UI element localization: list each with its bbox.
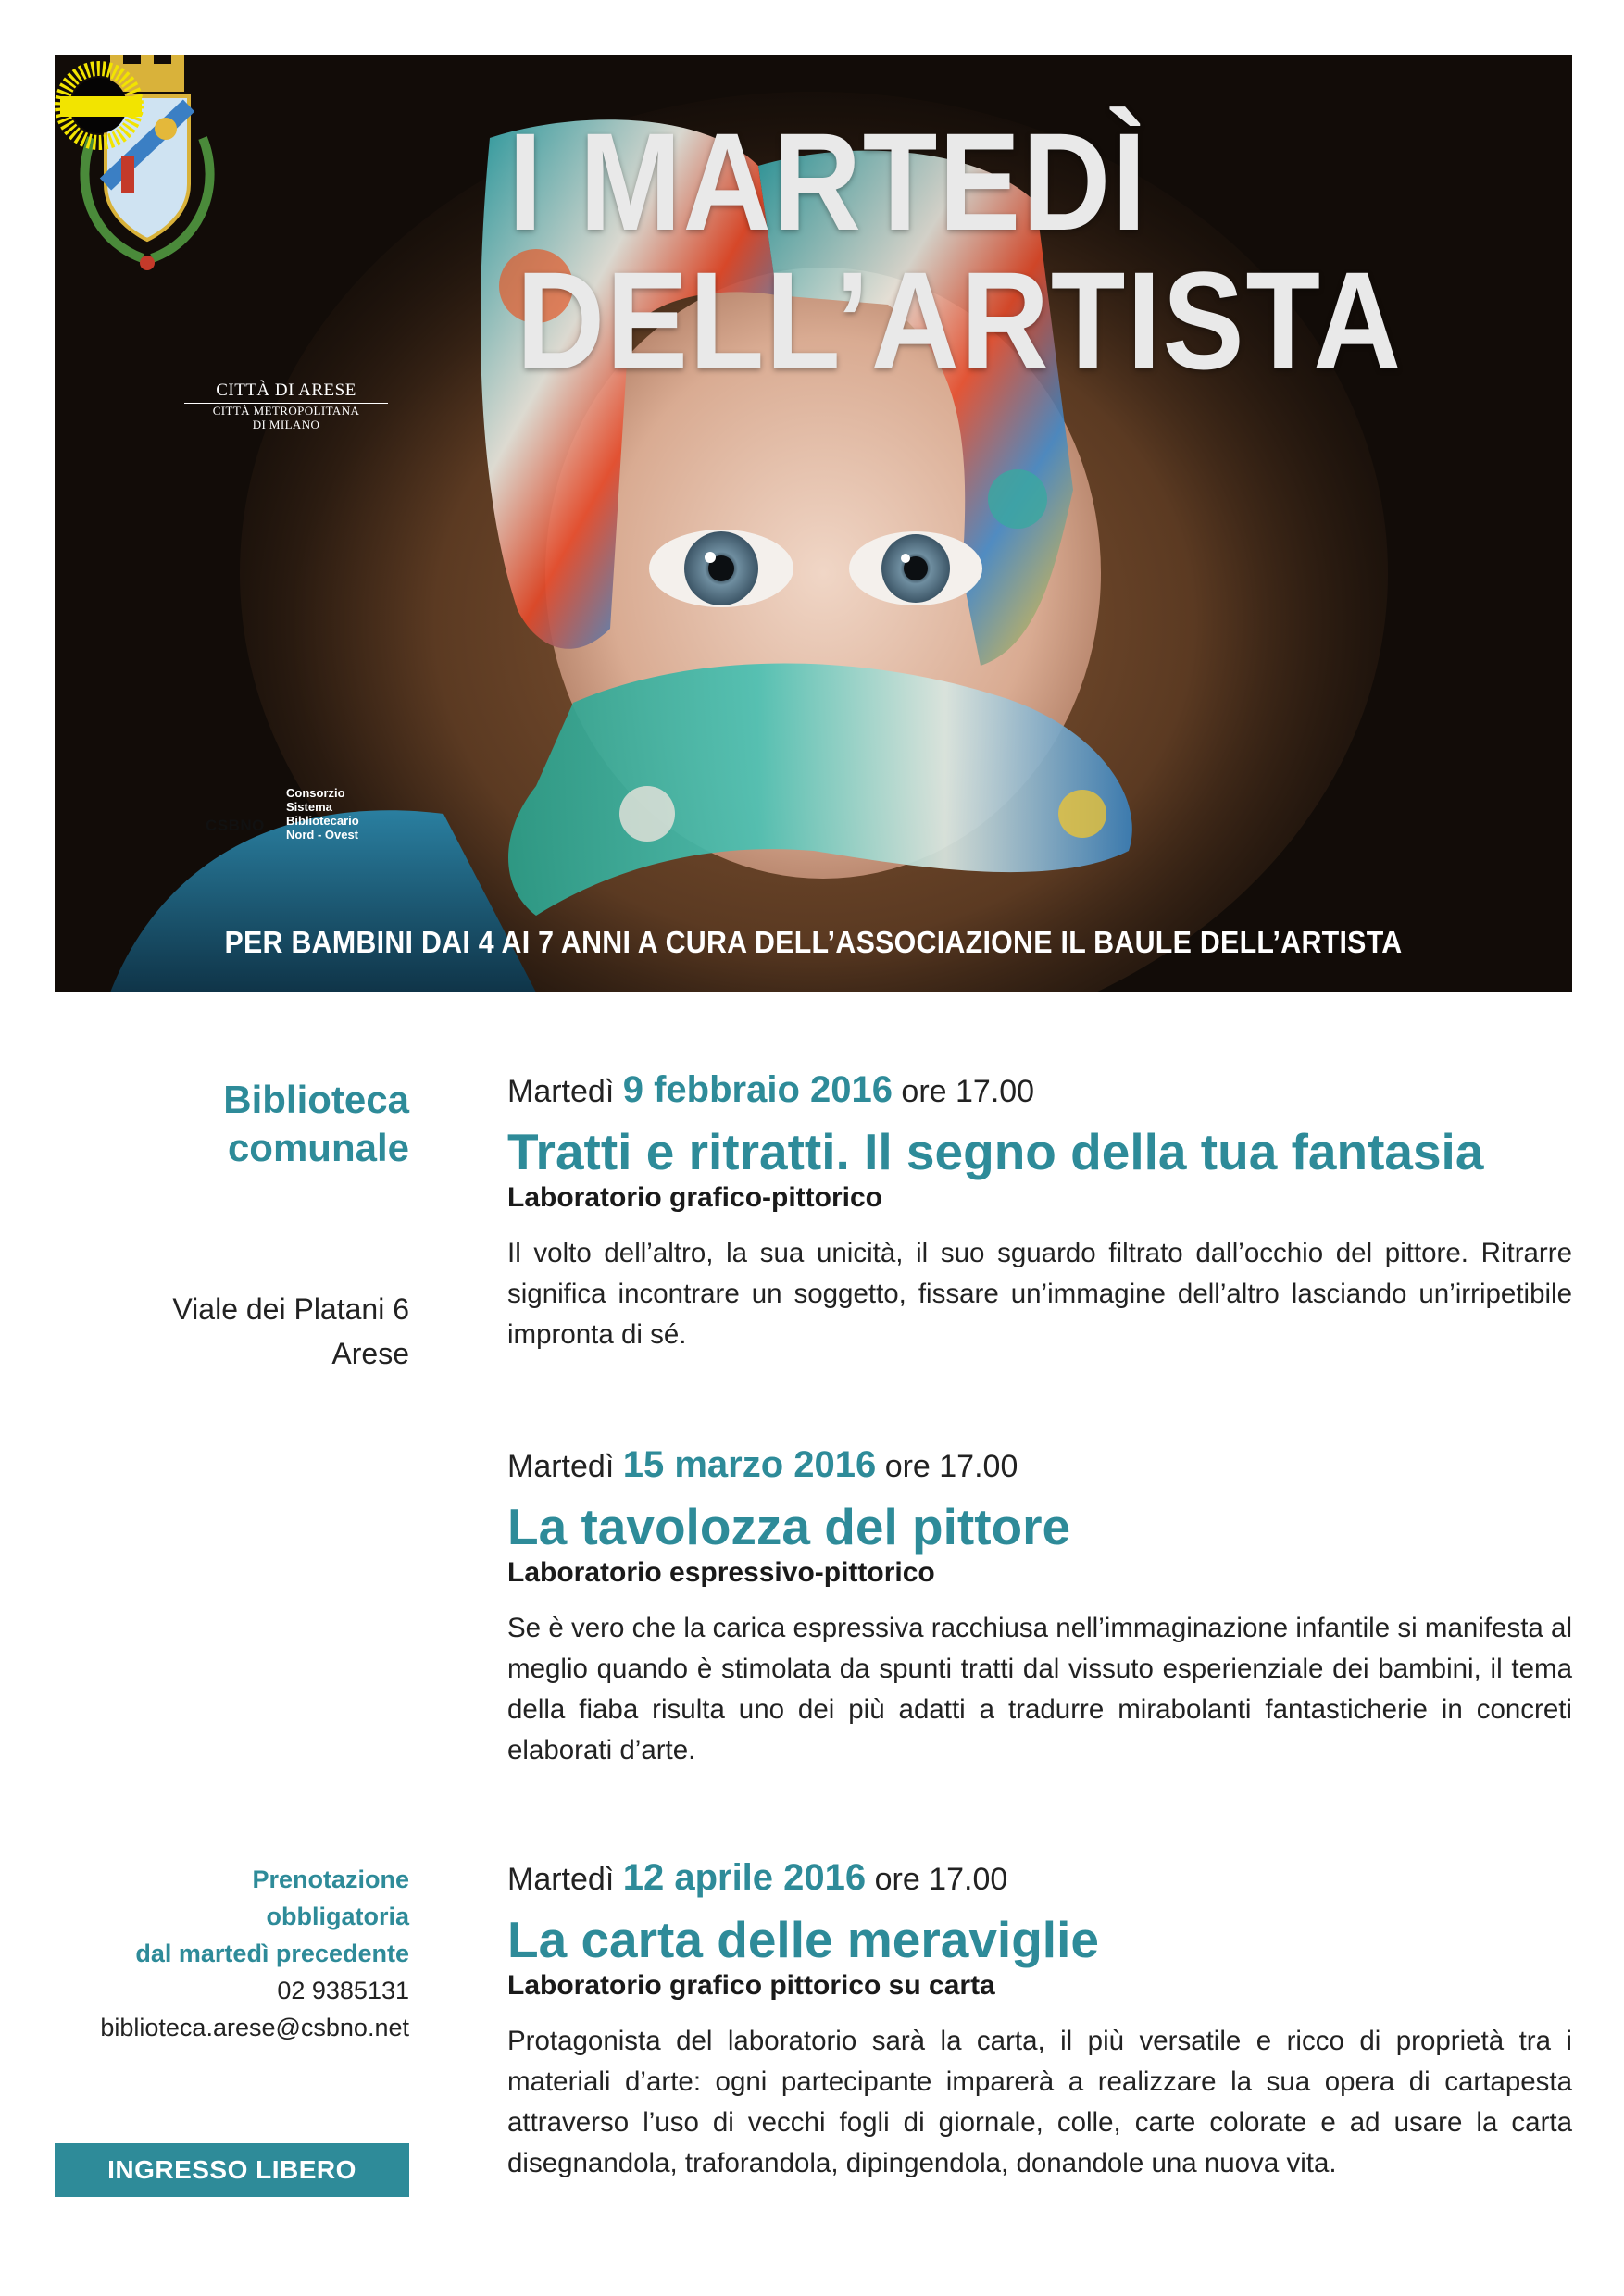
venue-address	[56, 1287, 409, 1376]
address-street: Viale dei Platani 6	[172, 1292, 409, 1326]
event-date	[507, 1857, 1572, 1899]
event-date-value: 12 aprile 2016	[622, 1857, 867, 1898]
poster-title-line1: I MARTEDÌ	[508, 104, 1148, 259]
csbno-line2: Sistema	[286, 800, 332, 814]
csbno-line3: Bibliotecario	[286, 814, 359, 828]
hero-banner	[55, 55, 1572, 992]
audience-tagline: PER BAMBINI DAI 4 AI 7 ANNI A CURA DELL’ASSOCIAZIONE IL BAULE DELL’ARTISTA	[224, 925, 1403, 959]
metro-city-line1: CITTÀ METROPOLITANA	[212, 404, 360, 418]
event-date-value: 15 marzo 2016	[622, 1444, 877, 1485]
csbno-logo-icon	[55, 55, 249, 156]
event-item	[507, 1069, 1572, 1355]
booking-info	[56, 1861, 409, 2046]
event-subtitle: Laboratorio grafico-pittorico	[507, 1182, 882, 1213]
event-date	[507, 1069, 1572, 1111]
address-city: Arese	[331, 1337, 409, 1370]
event-date	[507, 1444, 1572, 1486]
csbno-acronym: CSBNO	[206, 817, 265, 834]
venue-name-line2: comunale	[227, 1126, 409, 1169]
event-description: Protagonista del laboratorio sarà la carta, il più versatile e ricco di proprietà tra i materiali d’arte: ogni partecipante imparerà a realizzare la sua opera di cartapesta attraverso l’uso di vecchi fogli di giornale, colle, carte colorate e ad usare la carta disegnandola, traforandola, dipingendola, donandole una nuova vita.	[507, 2026, 1572, 2178]
event-subtitle: Laboratorio grafico pittorico su carta	[507, 1970, 995, 2001]
event-item	[507, 1444, 1572, 1771]
event-weekday: Martedì	[507, 1074, 615, 1109]
event-subtitle: Laboratorio espressivo-pittorico	[507, 1557, 935, 1588]
event-title: La tavolozza del pittore	[507, 1498, 1071, 1555]
booking-line1: Prenotazione	[252, 1866, 409, 1893]
event-description: Il volto dell’altro, la sua unicità, il suo sguardo filtrato dall’occhio del pittore. Ritrarre significa incontrare un soggetto, fissare un’immagine dell’altro lasciando un’irripetibile impronta di sé.	[507, 1238, 1572, 1350]
booking-phone: 02 9385131	[277, 1977, 409, 2004]
event-time: ore 17.00	[901, 1074, 1035, 1109]
venue-name	[56, 1076, 409, 1172]
booking-email: biblioteca.arese@csbno.net	[100, 2014, 409, 2041]
poster-title-line2: DELL’ARTISTA	[516, 243, 1404, 398]
event-weekday: Martedì	[507, 1449, 615, 1484]
free-entry-badge: INGRESSO LIBERO	[55, 2143, 409, 2197]
booking-line2: obbligatoria	[266, 1903, 409, 1930]
event-date-value: 9 febbraio 2016	[622, 1069, 893, 1110]
csbno-name	[286, 786, 359, 842]
event-weekday: Martedì	[507, 1862, 615, 1897]
event-item	[507, 1857, 1572, 2184]
event-title: La carta delle meraviglie	[507, 1911, 1099, 1968]
arese-coat-of-arms-caption	[184, 381, 388, 431]
booking-line3: dal martedì precedente	[135, 1940, 409, 1967]
venue-name-line1: Biblioteca	[223, 1078, 409, 1121]
event-title: Tratti e ritratti. Il segno della tua fantasia	[507, 1123, 1484, 1180]
event-time: ore 17.00	[884, 1449, 1018, 1484]
csbno-line4: Nord - Ovest	[286, 828, 359, 842]
metro-city-line2: DI MILANO	[252, 418, 320, 431]
csbno-line1: Consorzio	[286, 786, 345, 800]
poster-title	[508, 104, 1429, 398]
event-description: Se è vero che la carica espressiva racchiusa nell’immaginazione infantile si manifesta al meglio quando è stimolata da spunti tratti dal vissuto esperienziale dei bambini, il tema della fiaba risulta uno dei più adatti a tradurre mirabolanti fantasticherie in concreti elaborati d’arte.	[507, 1613, 1572, 1766]
city-name: CITTÀ DI ARESE	[184, 381, 388, 404]
event-time: ore 17.00	[874, 1862, 1008, 1897]
